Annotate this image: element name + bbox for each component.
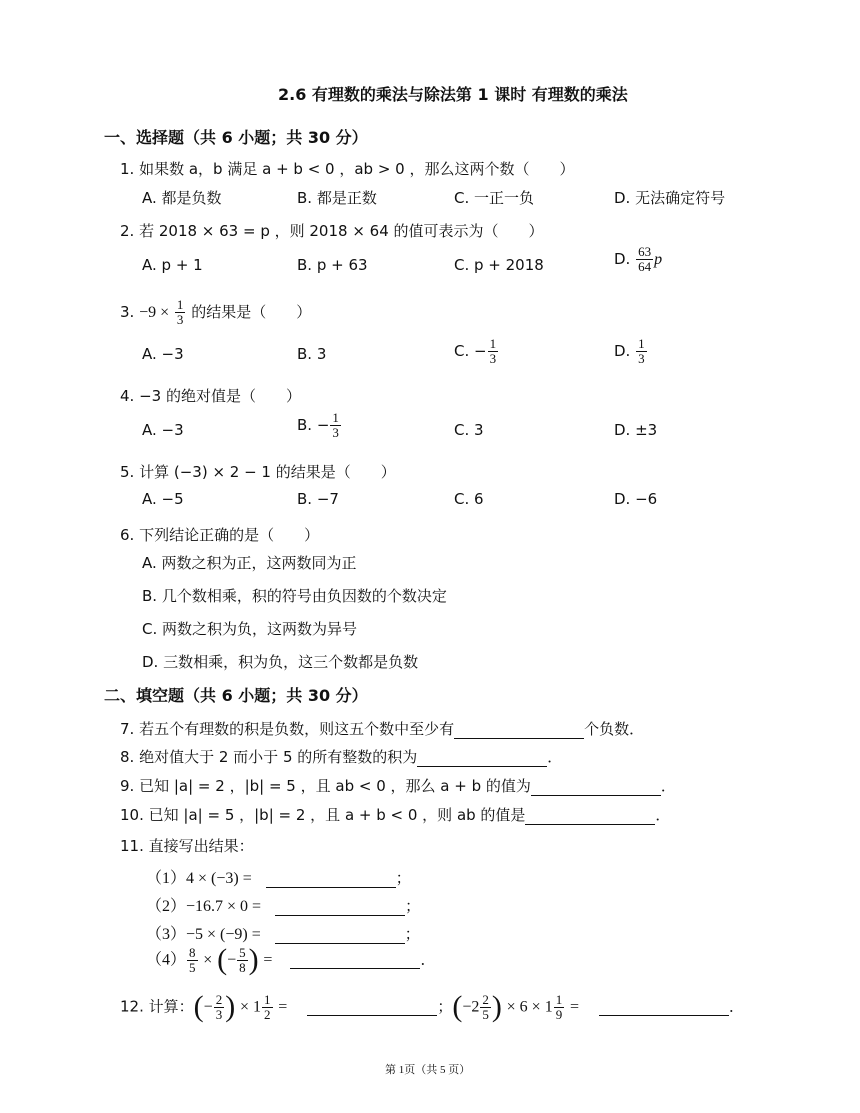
q5-option-c: C. 6 xyxy=(454,490,484,508)
q2-option-b: B. p + 63 xyxy=(297,256,368,274)
q4-option-b xyxy=(297,411,342,440)
q3-expression: −9 × xyxy=(139,304,170,321)
q9-stem: 已知 |a| = 2 ，|b| = 5 ，且 ab < 0 ，那么 a + b 的值为 xyxy=(139,777,531,795)
fraction-numerator: 1 xyxy=(332,410,339,425)
q12-label: 计算： xyxy=(148,997,194,1016)
q5-number: 5. xyxy=(120,463,135,481)
q3-option-b: B. 3 xyxy=(297,345,327,363)
q11-item-3-blank[interactable] xyxy=(275,927,405,944)
q4-option-b-fraction xyxy=(330,411,341,440)
fraction-denominator: 3 xyxy=(215,1006,223,1022)
q3-number: 3. xyxy=(120,303,135,321)
q3-option-a: A. −3 xyxy=(142,345,184,363)
q4-option-d: D. ±3 xyxy=(614,421,658,439)
q3-option-d xyxy=(614,337,648,366)
q3-option-c-label: C. − xyxy=(454,342,487,360)
q2-option-d-variable: p xyxy=(654,251,663,268)
q10 xyxy=(120,804,670,825)
q11-item-4-times: × xyxy=(203,951,213,969)
q1-number: 1. xyxy=(120,160,135,178)
q12-e2-mixed-fraction xyxy=(554,993,565,1022)
fraction-numerator: 1 xyxy=(489,336,497,351)
q12-e2-mid: × 6 × 1 xyxy=(506,998,553,1016)
q5-option-a: A. −5 xyxy=(142,490,184,508)
fraction-numerator: 1 xyxy=(176,297,184,312)
q12-separator: ； xyxy=(437,997,453,1016)
left-paren: ( xyxy=(452,990,463,1023)
fraction-numerator: 8 xyxy=(189,944,196,960)
q1-stem: 如果数 a，b 满足 a + b < 0 ，ab > 0 ，那么这两个数（ ） xyxy=(139,160,575,178)
q3-option-d-label: D. xyxy=(614,342,631,360)
section2-heading: 二、填空题（共 6 小题；共 30 分） xyxy=(104,686,368,705)
fraction-numerator: 2 xyxy=(215,991,223,1007)
q2-option-d-fraction xyxy=(636,245,653,274)
fraction-numerator: 63 xyxy=(638,244,652,259)
q11-item-4-label: （4） xyxy=(146,951,187,969)
q3-option-d-fraction xyxy=(636,337,647,366)
q7-number: 7. xyxy=(120,720,135,738)
page-footer: 第 1页（共 5 页） xyxy=(385,1064,471,1076)
q1 xyxy=(120,158,574,179)
fraction-denominator: 3 xyxy=(489,351,497,366)
q2-option-a: A. p + 1 xyxy=(142,256,203,274)
q11-item-4-equals: = xyxy=(263,951,273,969)
q5-option-d: D. −6 xyxy=(614,490,658,508)
q11-number: 11. xyxy=(120,837,144,855)
q2-option-d-letter: D. xyxy=(614,250,631,268)
page-title: 2.6 有理数的乘法与除法第 1 课时 有理数的乘法 xyxy=(278,85,628,104)
q12-e2-fraction xyxy=(480,993,491,1022)
q6-option-b: B. 几个数相乘，积的符号由负因数的个数决定 xyxy=(142,587,447,605)
q6-option-d: D. 三数相乘，积为负，这三个数都是负数 xyxy=(142,653,419,671)
left-paren: ( xyxy=(193,990,204,1023)
q7-suffix: 个负数． xyxy=(584,720,645,738)
q11-item-1 xyxy=(146,865,411,888)
q7 xyxy=(120,718,644,739)
q12-e2-equals: = xyxy=(569,998,579,1016)
q12-end: ． xyxy=(729,997,745,1016)
q7-answer-blank[interactable] xyxy=(454,722,584,739)
q1-option-d: D. 无法确定符号 xyxy=(614,189,726,207)
q11-item-4-sign: − xyxy=(227,951,237,969)
q11-item-3 xyxy=(146,921,420,944)
fraction-numerator: 1 xyxy=(555,991,563,1007)
q1-option-c: C. 一正一负 xyxy=(454,189,535,207)
fraction-numerator: 2 xyxy=(482,991,489,1007)
section1-heading: 一、选择题（共 6 小题；共 30 分） xyxy=(104,128,368,147)
q8-number: 8. xyxy=(120,748,135,766)
q12-e1-equals: = xyxy=(278,998,288,1016)
q10-suffix: ． xyxy=(655,806,671,824)
q6-stem: 下列结论正确的是（ ） xyxy=(139,526,320,544)
q2 xyxy=(120,220,544,241)
q12-e2-blank[interactable] xyxy=(599,999,729,1016)
q6 xyxy=(120,524,319,545)
q5-stem: 计算 (−3) × 2 − 1 的结果是（ ） xyxy=(139,463,396,481)
q9-suffix: ． xyxy=(660,777,676,795)
q5-option-b: B. −7 xyxy=(297,490,339,508)
q11-item-1-label: （1）4 × (−3) = xyxy=(146,870,252,887)
q11-item-2-label: （2）−16.7 × 0 = xyxy=(146,898,262,915)
q6-option-a: A. 两数之积为正，这两数同为正 xyxy=(142,554,357,572)
right-paren: ) xyxy=(225,990,236,1023)
fraction-numerator: 1 xyxy=(638,336,645,351)
q11-item-4-end: ． xyxy=(420,950,436,969)
q3-option-c xyxy=(454,337,499,366)
fraction-numerator: 5 xyxy=(239,944,246,960)
q8-stem: 绝对值大于 2 而小于 5 的所有整数的积为 xyxy=(139,748,418,766)
q8-answer-blank[interactable] xyxy=(417,750,547,767)
q2-stem: 若 2018 × 63 = p ，则 2018 × 64 的值可表示为（ ） xyxy=(139,222,544,240)
fraction-denominator: 64 xyxy=(638,259,652,274)
q10-answer-blank[interactable] xyxy=(525,808,655,825)
q11-item-1-end: ； xyxy=(395,869,411,887)
q8-suffix: ． xyxy=(547,748,563,766)
q10-stem: 已知 |a| = 5 ，|b| = 2 ，且 a + b < 0 ，则 ab 的值是 xyxy=(148,806,526,824)
fraction-numerator: 1 xyxy=(264,991,271,1007)
q12-e2-sign: −2 xyxy=(462,998,480,1016)
q7-stem: 若五个有理数的积是负数，则这五个数中至少有 xyxy=(139,720,455,738)
fraction-denominator: 9 xyxy=(555,1006,563,1022)
right-paren: ) xyxy=(248,943,259,976)
q2-option-d xyxy=(614,245,662,274)
fraction-denominator: 3 xyxy=(332,425,339,440)
q12-e1-mixed-fraction xyxy=(262,993,273,1022)
q11-item-2 xyxy=(146,893,420,916)
q3-fraction xyxy=(175,298,186,327)
fraction-denominator: 5 xyxy=(482,1006,489,1022)
q11 xyxy=(120,835,254,856)
q3-option-c-fraction xyxy=(488,337,499,366)
q5 xyxy=(120,461,396,482)
q11-item-4-blank[interactable] xyxy=(290,952,420,969)
q11-item-2-blank[interactable] xyxy=(275,899,405,916)
q1-option-b: B. 都是正数 xyxy=(297,189,377,207)
q4-option-c: C. 3 xyxy=(454,421,484,439)
q1-option-a: A. 都是负数 xyxy=(142,189,222,207)
q8 xyxy=(120,746,562,767)
q11-item-3-end: ； xyxy=(404,925,420,943)
q11-item-4-fraction-2 xyxy=(237,946,248,975)
q9-answer-blank[interactable] xyxy=(531,779,661,796)
q12-e1-sign: − xyxy=(203,998,213,1016)
fraction-denominator: 3 xyxy=(176,312,184,327)
q3-stem: 的结果是（ ） xyxy=(191,303,312,321)
q9 xyxy=(120,775,676,796)
q4-option-b-label: B. − xyxy=(297,416,330,434)
q12-number: 12. xyxy=(120,997,144,1016)
q12-e1-mid: × 1 xyxy=(239,998,261,1016)
q9-number: 9. xyxy=(120,777,135,795)
q4-option-a: A. −3 xyxy=(142,421,184,439)
fraction-denominator: 5 xyxy=(189,959,196,975)
fraction-denominator: 8 xyxy=(239,959,246,975)
q6-option-c: C. 两数之积为负，这两数为异号 xyxy=(142,620,358,638)
q10-number: 10. xyxy=(120,806,144,824)
q2-number: 2. xyxy=(120,222,135,240)
q12-e1-fraction xyxy=(214,993,225,1022)
q4-stem: −3 的绝对值是（ ） xyxy=(139,387,301,405)
fraction-denominator: 2 xyxy=(264,1006,271,1022)
q11-item-3-label: （3）−5 × (−9) = xyxy=(146,926,261,943)
q12-e1-blank[interactable] xyxy=(307,999,437,1016)
q2-option-c: C. p + 2018 xyxy=(454,256,544,274)
q11-item-2-end: ； xyxy=(405,897,421,915)
q3 xyxy=(120,298,311,327)
left-paren: ( xyxy=(217,943,228,976)
q11-stem: 直接写出结果： xyxy=(148,837,254,855)
q11-item-4 xyxy=(146,945,435,975)
q12 xyxy=(120,992,744,1022)
q4 xyxy=(120,385,301,406)
q4-number: 4. xyxy=(120,387,135,405)
right-paren: ) xyxy=(491,990,502,1023)
q11-item-1-blank[interactable] xyxy=(266,871,396,888)
q6-number: 6. xyxy=(120,526,135,544)
fraction-denominator: 3 xyxy=(638,351,645,366)
q11-item-4-fraction-1 xyxy=(187,946,198,975)
